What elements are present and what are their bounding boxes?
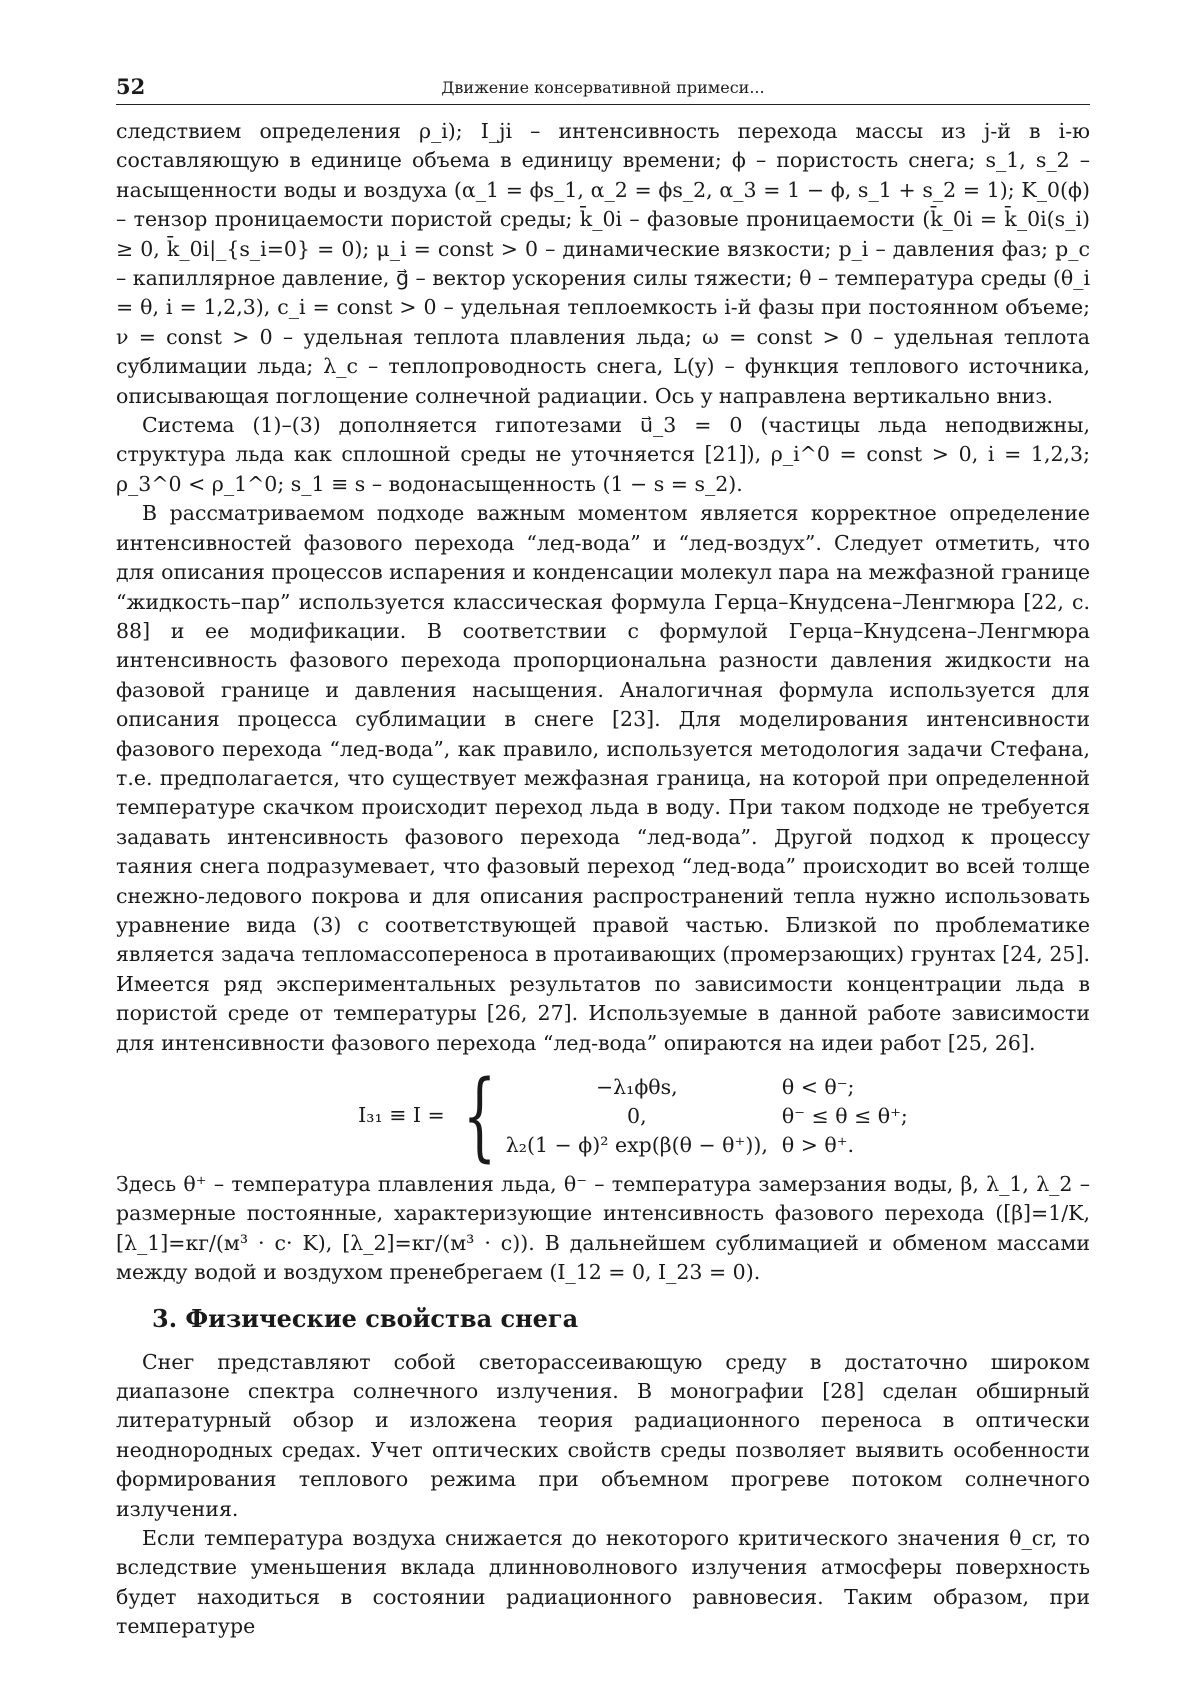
case-expr: −λ₁ϕθs, — [595, 1074, 678, 1099]
case-expr: 0, — [627, 1103, 647, 1128]
running-header — [116, 70, 1090, 105]
paragraph-constants: Здесь θ⁺ – температура плавления льда, θ⁻ – температура замерзания воды, β, λ_1, λ_2 – размерные постоянные, характеризующие интенсивность фазового перехода ([β]=1/K,[λ_1]=кг/(м³ · c· K), [λ_2]=кг/(м³ · c)). В дальнейшем сублимацией и обменом массами между водой и воздухом пренебрегаем (I_12 = 0, I_23 = 0). — [116, 1172, 1090, 1285]
page-number: 52 — [116, 74, 146, 99]
paragraph-snow-optics: Снег представляют собой светорассеивающую среду в достаточно широком диапазоне спектра солнечного излучения. В монографии [28] сделан обширный литературный обзор и изложена теория радиационного переноса в оптически неоднородных средах. Учет оптических свойств среды позволяет выявить особенности формирования теплового режима при объемном прогреве потоком солнечного излучения. — [116, 1349, 1090, 1521]
formula-brace: { — [462, 1060, 497, 1172]
paragraph-critical-temperature: Если температура воздуха снижается до некоторого критического значения θ_cr, то вследствие уменьшения вклада длинноволнового излучения атмосферы поверхность будет находиться в состоянии радиационного равновесия. Таким образом, при температуре — [116, 1526, 1090, 1639]
page — [116, 70, 1090, 1642]
formula-lhs: I₃₁ ≡ I = — [358, 1103, 445, 1128]
case-expr: λ₂(1 − ϕ)² exp(β(θ − θ⁺)), — [505, 1132, 768, 1157]
running-title: Движение консервативной примеси... — [441, 78, 765, 97]
case-cond: θ > θ⁺. — [781, 1132, 855, 1157]
case-cond: θ < θ⁻; — [781, 1074, 855, 1099]
paragraph-phase-transition: В рассматриваемом подходе важным моментом является корректное определение интенсивностей фазового перехода “лед-вода” и “лед-воздух”. Следует отметить, что для описания процессов испарения и конденсации молекул пара на межфазной границе “жидкость–пар” используется классическая формула Герца–Кнудсена–Ленгмюра [22, с. 88] и ее модификации. В соответствии с формулой Герца–Кнудсена–Ленгмюра интенсивность фазового перехода пропорциональна разности давления жидкости на фазовой границе и давления насыщения. Аналогичная формула используется для описания процесса сублимации в снеге [23]. Для моделирования интенсивности фазового перехода “лед-вода”, как правило, используется методология задачи Стефана, т.е. предполагается, что существует межфазная граница, на которой при определенной температуре скачком происходит переход льда в воду. При таком подходе не требуется задавать интенсивность фазового перехода “лед-вода”. Другой подход к процессу таяния снега подразумевает, что фазовый переход “лед-вода” происходит во всей толще снежно-ледового покрова и для описания распространений тепла нужно использовать уравнение вида (3) с соответствующей правой частью. Близкой по проблематике является задача тепломассопереноса в протаивающих (промерзающих) грунтах [24, 25]. Имеется ряд экспериментальных результатов по зависимости концентрации льда в пористой среде от температуры [26, 27]. Используемые в данной работе зависимости для интенсивности фазового перехода “лед-вода” опираются на идеи работ [25, 26]. — [116, 501, 1090, 1055]
body-text — [116, 117, 1090, 1642]
paragraph-hypotheses: Система (1)–(3) дополняется гипотезами u⃗_3 = 0 (частицы льда неподвижны, структура льда как сплошной среды не уточняется [21]), ρ_i^0 = const > 0, i = 1,2,3; ρ_3^0 < ρ_1^0; s_1 ≡ s – водонасыщенность (1 − s = s_2). — [116, 413, 1090, 496]
formula-cases — [506, 1073, 908, 1160]
paragraph-definitions: следствием определения ρ_i); I_ji – интенсивность перехода массы из j-й в i-ю составляющую в единице объема в единицу времени; ϕ – пористость снега; s_1, s_2 – насыщенности воды и воздуха (α_1 = ϕs_1, α_2 = ϕs_2, α_3 = 1 − ϕ, s_1 + s_2 = 1); K_0(ϕ) – тензор проницаемости пористой среды; k̄_0i – фазовые проницаемости (k̄_0i = k̄_0i(s_i) ≥ 0, k̄_0i|_{s_i=0} = 0); μ_i = const > 0 – динамические вязкости; p_i – давления фаз; p_c – капиллярное давление, g⃗ – вектор ускорения силы тяжести; θ – температура среды (θ_i = θ, i = 1,2,3), c_i = const > 0 – удельная теплоемкость i-й фазы при постоянном объеме; ν = const > 0 – удельная теплота плавления льда; ω = const > 0 – удельная теплота сублимации льда; λ_c – теплопроводность снега, L(y) – функция теплового источника, описывающая поглощение солнечной радиации. Ось y направлена вертикально вниз. — [116, 119, 1091, 408]
section-heading: 3. Физические свойства снега — [152, 1303, 579, 1333]
case-cond: θ⁻ ≤ θ ≤ θ⁺; — [781, 1103, 908, 1128]
intensity-formula — [176, 1060, 1090, 1172]
